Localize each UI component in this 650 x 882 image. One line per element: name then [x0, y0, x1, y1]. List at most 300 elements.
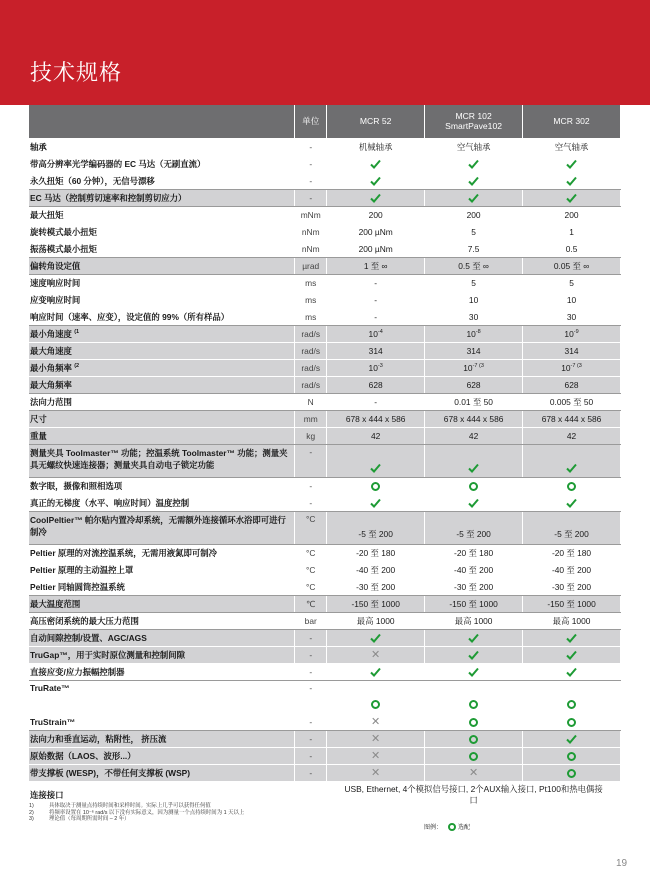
value-mcr302 [523, 646, 621, 663]
optional-circle-icon [469, 735, 478, 744]
cross-icon: ✕ [371, 648, 381, 661]
value-mcr52 [327, 511, 425, 544]
row-unit: °C [295, 561, 327, 578]
row-unit: - [295, 494, 327, 511]
cell-value: 314 [368, 345, 383, 356]
table-row [29, 544, 621, 561]
value-mcr302 [523, 544, 621, 561]
cell-value: 42 [566, 430, 577, 441]
check-icon [566, 463, 577, 473]
row-label-text: 永久扭矩（60 分钟），无信号漂移 [30, 175, 155, 186]
check-icon [566, 734, 577, 744]
footnote-ref: (2 [74, 362, 80, 369]
value-mcr302 [523, 291, 621, 308]
cell-value: -20 至 180 [454, 547, 494, 558]
cell-value: 空气轴承 [456, 141, 491, 152]
row-label [29, 138, 295, 155]
cell-value: 0.01 至 50 [454, 396, 493, 407]
value-mcr52 [327, 427, 425, 444]
value-mcr52 [327, 646, 425, 663]
footnote-text: 将频率设置在 10⁻⁶ rad/s 以下没有实际意义，因为测量一个点持续时间为 1 天以上 [49, 809, 245, 816]
table-row [29, 494, 621, 511]
footnote-3 [29, 816, 329, 823]
value-mcr102 [425, 730, 523, 747]
cell-value: 5 [569, 277, 574, 288]
cell-value: 10 [561, 362, 571, 373]
optional-circle-icon [469, 752, 478, 761]
row-unit: N [295, 393, 327, 410]
table-row [29, 612, 621, 629]
row-label [29, 595, 295, 612]
value-mcr102 [425, 444, 523, 477]
row-unit: nNm [295, 240, 327, 257]
cell-value: 最高 1000 [356, 615, 395, 626]
row-label [29, 511, 295, 544]
value-mcr302 [523, 155, 621, 172]
row-label [29, 240, 295, 257]
footnote-number: 2) [29, 809, 34, 816]
row-unit: - [295, 172, 327, 189]
value-mcr52 [327, 410, 425, 427]
row-label [29, 308, 295, 325]
row-unit: °C [295, 544, 327, 561]
row-label [29, 730, 295, 747]
value-mcr302 [523, 477, 621, 494]
row-label-text: 偏转角设定值 [30, 260, 81, 271]
cross-icon: ✕ [468, 766, 479, 779]
row-label [29, 325, 295, 342]
value-mcr302 [523, 578, 621, 595]
value-mcr52 [327, 155, 425, 172]
value-mcr52 [327, 291, 425, 308]
row-label [29, 427, 295, 444]
row-unit: ms [295, 291, 327, 308]
cell-value: -150 至 1000 [351, 598, 400, 609]
row-unit: - [295, 764, 327, 781]
cell-value: 30 [566, 311, 577, 322]
check-icon [468, 498, 479, 508]
spec-table-body [29, 138, 621, 808]
title-banner [0, 0, 650, 105]
cross-icon: ✕ [371, 732, 381, 745]
value-mcr302 [523, 511, 621, 544]
check-icon [566, 498, 577, 508]
row-label-text: 振荡模式最小扭矩 [30, 243, 97, 254]
cross-icon: ✕ [371, 715, 381, 728]
row-label [29, 257, 295, 274]
table-row [29, 291, 621, 308]
row-label-text: Peltier 同轴圆筒控温系统 [30, 581, 125, 592]
check-icon [468, 176, 479, 186]
check-icon [468, 650, 479, 660]
check-icon [468, 193, 479, 203]
table-row [29, 427, 621, 444]
cell-value: 0.5 [565, 243, 578, 254]
row-unit: mm [295, 410, 327, 427]
check-icon [370, 463, 381, 473]
cell-value: 10 [466, 328, 476, 339]
spec-table [29, 105, 621, 809]
value-mcr302 [523, 764, 621, 781]
row-label-text: 自动间隙控制/设置、AGC/AGS [30, 632, 147, 643]
value-mcr102 [425, 410, 523, 427]
row-label [29, 376, 295, 393]
cell-value: 最高 1000 [454, 615, 493, 626]
value-mcr302 [523, 342, 621, 359]
cross-icon: ✕ [371, 749, 381, 762]
cell-value: -40 至 200 [356, 564, 396, 575]
cell-value: 0.005 至 50 [549, 396, 594, 407]
row-unit: - [295, 680, 327, 713]
row-label [29, 612, 295, 629]
value-mcr52 [327, 393, 425, 410]
value-mcr102 [425, 680, 523, 713]
value-mcr52 [327, 764, 425, 781]
row-unit: nNm [295, 223, 327, 240]
header-unit: 单位 [295, 105, 327, 138]
value-mcr102 [425, 274, 523, 291]
value-mcr102 [425, 240, 523, 257]
value-mcr102 [425, 629, 523, 646]
row-unit: rad/s [295, 376, 327, 393]
value-mcr52 [327, 172, 425, 189]
row-label-text: 最大扭矩 [30, 209, 64, 220]
value-mcr302 [523, 713, 621, 730]
table-row [29, 561, 621, 578]
table-row [29, 308, 621, 325]
check-icon [370, 193, 381, 203]
footnote-number: 1) [29, 803, 34, 809]
cell-value: 678 x 444 x 586 [443, 413, 504, 424]
row-label [29, 342, 295, 359]
table-row [29, 155, 621, 172]
cell-value: -40 至 200 [551, 564, 592, 575]
row-unit: - [295, 444, 327, 477]
cell-value: - [374, 396, 378, 407]
row-unit: ms [295, 308, 327, 325]
check-icon [566, 159, 577, 169]
value-mcr302 [523, 629, 621, 646]
row-label [29, 663, 295, 680]
cell-value: 10 [468, 294, 479, 305]
cell-value: -5 至 200 [358, 528, 393, 539]
row-label [29, 544, 295, 561]
value-mcr52 [327, 595, 425, 612]
cell-value: -20 至 180 [356, 547, 396, 558]
row-unit: - [295, 477, 327, 494]
cell-value: 机械轴承 [358, 141, 393, 152]
optional-circle-icon [371, 700, 380, 709]
cell-exponent: -8 [475, 328, 481, 335]
value-mcr52 [327, 544, 425, 561]
header-mcr52: MCR 52 [327, 105, 425, 138]
row-unit: - [295, 713, 327, 730]
cell-value: 42 [370, 430, 381, 441]
cell-value: 10 [368, 362, 378, 373]
cell-value: -5 至 200 [554, 528, 589, 539]
row-unit: - [295, 155, 327, 172]
row-label [29, 274, 295, 291]
table-row [29, 713, 621, 730]
row-label-text: EC 马达（控制剪切速率和控制剪切应力） [30, 192, 187, 203]
row-label [29, 764, 295, 781]
row-unit: rad/s [295, 342, 327, 359]
value-mcr102 [425, 189, 523, 206]
row-label-text: TruGap™，用于实时原位测量和控制间隙 [30, 649, 185, 660]
row-label [29, 680, 295, 713]
cell-value: 628 [368, 379, 383, 390]
value-mcr302 [523, 240, 621, 257]
value-mcr52 [327, 663, 425, 680]
value-mcr52 [327, 240, 425, 257]
row-label: 连接接口 [29, 781, 295, 808]
table-row [29, 206, 621, 223]
value-mcr102 [425, 663, 523, 680]
cell-exponent: -7 (3 [570, 362, 582, 369]
value-mcr302 [523, 747, 621, 764]
optional-circle-icon [469, 482, 478, 491]
interface-value: USB, Ethernet, 4个模拟信号接口, 2个AUX输入接口, Pt100和热电偶接口 [327, 781, 621, 808]
header-mcr102 [425, 105, 523, 138]
value-mcr52 [327, 561, 425, 578]
header-mcr102-line1: MCR 102 [455, 111, 492, 122]
check-icon [370, 176, 381, 186]
value-mcr52 [327, 257, 425, 274]
row-label [29, 747, 295, 764]
table-row [29, 376, 621, 393]
row-label-text: 直接应变/应力振幅控制器 [30, 666, 125, 677]
value-mcr302 [523, 730, 621, 747]
value-mcr102 [425, 376, 523, 393]
row-label [29, 444, 295, 477]
optional-circle-icon [567, 769, 576, 778]
table-row [29, 578, 621, 595]
legend [424, 822, 470, 831]
row-label-text: 法向力和垂直运动，粘附性， 挤压流 [30, 733, 167, 744]
value-mcr52 [327, 189, 425, 206]
row-unit: °C [295, 511, 327, 544]
value-mcr102 [425, 427, 523, 444]
value-mcr102 [425, 342, 523, 359]
value-mcr302 [523, 376, 621, 393]
row-label-text: 带支撑板 (WESP)，不带任何支撑板 (WSP) [30, 767, 191, 778]
cell-value: 628 [466, 379, 481, 390]
cell-value: -150 至 1000 [449, 598, 498, 609]
row-label-text: 最大角速度 [30, 345, 72, 356]
value-mcr302 [523, 172, 621, 189]
row-label-text: 轴承 [30, 141, 47, 152]
value-mcr102 [425, 561, 523, 578]
row-label [29, 646, 295, 663]
cell-value: 30 [468, 311, 479, 322]
table-row [29, 172, 621, 189]
cell-value: 678 x 444 x 586 [541, 413, 602, 424]
value-mcr102 [425, 223, 523, 240]
value-mcr302 [523, 206, 621, 223]
optional-circle-icon [448, 823, 456, 831]
value-mcr102 [425, 172, 523, 189]
value-mcr302 [523, 257, 621, 274]
footnote-number: 3) [29, 816, 34, 822]
row-unit: µrad [295, 257, 327, 274]
cell-value: -20 至 180 [551, 547, 592, 558]
row-label-text: Peltier 原理的主动温控上罩 [30, 564, 134, 575]
value-mcr302 [523, 561, 621, 578]
row-unit: mNm [295, 206, 327, 223]
table-row [29, 240, 621, 257]
value-mcr52 [327, 444, 425, 477]
value-mcr52 [327, 629, 425, 646]
row-label [29, 713, 295, 730]
value-mcr302 [523, 359, 621, 376]
row-label [29, 155, 295, 172]
cell-value: 42 [468, 430, 479, 441]
optional-circle-icon [371, 482, 380, 491]
value-mcr102 [425, 764, 523, 781]
row-label-text: 旋转模式最小扭矩 [30, 226, 97, 237]
check-icon [566, 667, 577, 677]
row-label [29, 578, 295, 595]
row-label-text: 尺寸 [30, 413, 47, 424]
row-unit: ms [295, 274, 327, 291]
value-mcr302 [523, 444, 621, 477]
row-label-text: 应变响应时间 [30, 294, 81, 305]
value-mcr302 [523, 494, 621, 511]
value-mcr102 [425, 257, 523, 274]
row-unit: - [295, 646, 327, 663]
value-mcr52 [327, 223, 425, 240]
row-label [29, 291, 295, 308]
table-row [29, 646, 621, 663]
row-label-text: CoolPeltier™ 帕尔贴内置冷却系统，无需额外连接循环水浴即可进行制冷 [30, 514, 286, 537]
legend-label: 图例： [424, 825, 443, 831]
value-mcr102 [425, 646, 523, 663]
value-mcr52 [327, 325, 425, 342]
value-mcr302 [523, 325, 621, 342]
value-mcr302 [523, 274, 621, 291]
row-unit: ℃ [295, 595, 327, 612]
value-mcr302 [523, 663, 621, 680]
check-icon [468, 159, 479, 169]
check-icon [566, 633, 577, 643]
row-label-text: 最大温度范围 [30, 598, 81, 609]
row-label [29, 629, 295, 646]
value-mcr102 [425, 511, 523, 544]
table-row [29, 747, 621, 764]
check-icon [370, 667, 381, 677]
row-label-text: TruRate™ [30, 682, 70, 693]
value-mcr102 [425, 206, 523, 223]
cell-exponent: -3 [377, 362, 383, 369]
value-mcr102 [425, 325, 523, 342]
table-row [29, 223, 621, 240]
cell-value: 628 [564, 379, 579, 390]
value-mcr52 [327, 713, 425, 730]
check-icon [370, 498, 381, 508]
row-label-text: 法向力范围 [30, 396, 72, 407]
row-label [29, 189, 295, 206]
header-mcr102-line2: SmartPave102 [445, 121, 503, 132]
row-unit: - [295, 629, 327, 646]
cell-exponent: -4 [377, 328, 383, 335]
cell-value: - [374, 277, 378, 288]
row-label-text: 数字眼，摄像和照相选项 [30, 480, 123, 491]
table-row [29, 629, 621, 646]
cell-value: 1 至 ∞ [363, 260, 388, 271]
row-label [29, 206, 295, 223]
cell-exponent: -9 [573, 328, 579, 335]
optional-circle-icon [567, 482, 576, 491]
row-label [29, 494, 295, 511]
cell-value: -30 至 200 [356, 581, 396, 592]
cell-value: 200 µNm [358, 226, 393, 237]
cell-value: 314 [564, 345, 579, 356]
value-mcr52 [327, 494, 425, 511]
table-row [29, 189, 621, 206]
value-mcr302 [523, 680, 621, 713]
value-mcr52 [327, 206, 425, 223]
cell-value: 最高 1000 [552, 615, 591, 626]
row-label-text: 速度响应时间 [30, 277, 81, 288]
value-mcr302 [523, 393, 621, 410]
check-icon [468, 667, 479, 677]
legend-item: 选配 [458, 825, 471, 831]
row-unit: kg [295, 427, 327, 444]
check-icon [566, 650, 577, 660]
value-mcr102 [425, 359, 523, 376]
value-mcr102 [425, 747, 523, 764]
cell-value: 空气轴承 [554, 141, 589, 152]
value-mcr102 [425, 612, 523, 629]
cell-value: 0.05 至 ∞ [553, 260, 590, 271]
value-mcr102 [425, 393, 523, 410]
value-mcr52 [327, 274, 425, 291]
cell-value: 10 [566, 294, 577, 305]
cell-value: -30 至 200 [454, 581, 494, 592]
value-mcr52 [327, 308, 425, 325]
cell-value: 10 [463, 362, 473, 373]
optional-circle-icon [567, 700, 576, 709]
check-icon [370, 159, 381, 169]
table-row [29, 477, 621, 494]
page-number: 19 [616, 858, 628, 869]
cell-value: 0.5 至 ∞ [458, 260, 489, 271]
value-mcr52 [327, 376, 425, 393]
cell-value: 200 [466, 209, 481, 220]
row-label [29, 561, 295, 578]
row-label-text: 带高分辨率光学编码器的 EC 马达（无刷直流） [30, 158, 206, 169]
row-unit: - [295, 138, 327, 155]
row-unit: rad/s [295, 325, 327, 342]
value-mcr302 [523, 308, 621, 325]
value-mcr102 [425, 595, 523, 612]
value-mcr52 [327, 359, 425, 376]
check-icon [370, 633, 381, 643]
table-row [29, 595, 621, 612]
row-label-text: Peltier 原理的对流控温系统，无需用液氮即可制冷 [30, 547, 218, 558]
value-mcr52 [327, 612, 425, 629]
cell-value: - [374, 294, 378, 305]
value-mcr302 [523, 138, 621, 155]
optional-circle-icon [469, 718, 478, 727]
row-label-text: 重量 [30, 430, 47, 441]
cell-value: - [374, 311, 378, 322]
value-mcr302 [523, 223, 621, 240]
header-mcr302: MCR 302 [523, 105, 621, 138]
cell-value: 314 [466, 345, 481, 356]
footnote-ref: (1 [74, 328, 80, 335]
value-mcr52 [327, 578, 425, 595]
